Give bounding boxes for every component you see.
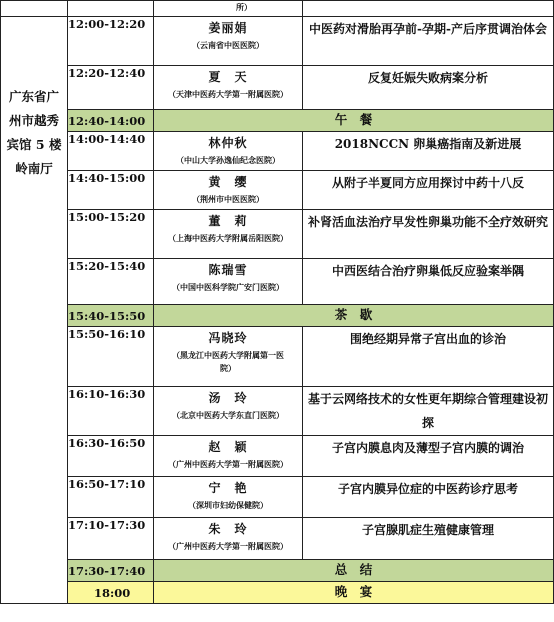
session-topic: 子宫内膜息肉及薄型子宫内膜的调治 — [303, 436, 554, 477]
speaker-name: 冯晓玲 — [208, 331, 248, 345]
break-time: 15:40-15:50 — [68, 305, 154, 327]
speaker-cell — [154, 387, 303, 436]
session-time: 15:00-15:20 — [68, 210, 154, 259]
speaker-cell — [154, 436, 303, 477]
venue-line: 岭南厅 — [15, 161, 53, 176]
speaker-name: 夏 天 — [208, 70, 248, 84]
break-row-summary — [1, 560, 554, 582]
session-topic: 2018NCCN 卵巢癌指南及新进展 — [303, 132, 554, 171]
venue-line: 宾馆 5 楼 — [6, 137, 62, 152]
break-row-lunch — [1, 110, 554, 132]
break-label: 晚 宴 — [154, 582, 554, 604]
session-time: 16:50-17:10 — [68, 477, 154, 518]
speaker-name: 黄 缨 — [208, 175, 248, 189]
speaker-name: 姜丽娟 — [208, 21, 248, 35]
break-time: 17:30-17:40 — [68, 560, 154, 582]
session-time: 17:10-17:30 — [68, 518, 154, 560]
session-topic: 反复妊娠失败病案分析 — [303, 66, 554, 110]
session-time: 15:50-16:10 — [68, 327, 154, 387]
session-time: 14:40-15:00 — [68, 171, 154, 210]
session-topic: 子宫内膜异位症的中医药诊疗思考 — [303, 477, 554, 518]
session-row — [1, 436, 554, 477]
speaker-cell — [154, 171, 303, 210]
session-row — [1, 327, 554, 387]
speaker-institution: （黑龙江中医药大学附属第一医院） — [172, 350, 284, 373]
session-time: 14:00-14:40 — [68, 132, 154, 171]
venue-cell-top — [1, 1, 68, 17]
speaker-institution: （深圳市妇幼保健院） — [188, 500, 268, 510]
session-row — [1, 387, 554, 436]
session-row — [1, 477, 554, 518]
speaker-name: 宁 艳 — [208, 481, 248, 495]
break-label: 总 结 — [154, 560, 554, 582]
session-row — [1, 171, 554, 210]
session-time: 12:20-12:40 — [68, 66, 154, 110]
session-row — [1, 66, 554, 110]
session-topic: 中医药对滑胎再孕前-孕期-产后序贯调治体会 — [303, 17, 554, 66]
session-topic: 子宫腺肌症生殖健康管理 — [303, 518, 554, 560]
session-row — [1, 210, 554, 259]
session-topic: 中西医结合治疗卵巢低反应验案举隅 — [303, 259, 554, 305]
speaker-cell — [154, 477, 303, 518]
venue-line: 州市越秀 — [8, 113, 59, 128]
session-topic: 从附子半夏同方应用探讨中药十八反 — [303, 171, 554, 210]
speaker-cell — [154, 17, 303, 66]
break-label: 茶 歇 — [154, 305, 554, 327]
speaker-institution: （中国中医科学院广安门医院） — [172, 282, 284, 292]
speaker-cell — [154, 66, 303, 110]
speaker-institution: （北京中医药大学东直门医院） — [172, 410, 284, 420]
speaker-name: 赵 颖 — [208, 440, 248, 454]
session-row — [1, 518, 554, 560]
session-row — [1, 132, 554, 171]
speaker-institution: （广州中医药大学第一附属医院） — [168, 541, 288, 551]
break-time: 12:40-14:00 — [68, 110, 154, 132]
break-label: 午 餐 — [154, 110, 554, 132]
speaker-name: 朱 玲 — [208, 522, 248, 536]
session-time: 15:20-15:40 — [68, 259, 154, 305]
speaker-cell — [154, 210, 303, 259]
session-time: 16:10-16:30 — [68, 387, 154, 436]
speaker-name: 陈瑞雪 — [208, 263, 248, 277]
break-row-tea — [1, 305, 554, 327]
speaker-cell — [154, 327, 303, 387]
venue-line: 广东省广 — [8, 89, 59, 104]
session-row — [1, 259, 554, 305]
speaker-name: 汤 玲 — [208, 391, 248, 405]
session-time: 16:30-16:50 — [68, 436, 154, 477]
session-row — [1, 17, 554, 66]
speaker-cell — [154, 132, 303, 171]
speaker-cell — [154, 518, 303, 560]
session-topic: 补肾活血法治疗早发性卵巢功能不全疗效研究 — [303, 210, 554, 259]
session-topic: 基于云网络技术的女性更年期综合管理建设初探 — [303, 387, 554, 436]
speaker-name: 林仲秋 — [208, 136, 248, 150]
speaker-institution: （上海中医药大学附属岳阳医院） — [168, 233, 288, 243]
venue-cell — [1, 17, 68, 604]
speaker-institution: （广州中医药大学第一附属医院） — [168, 459, 288, 469]
session-time: 12:00-12:20 — [68, 17, 154, 66]
session-topic: 围绝经期异常子宫出血的诊治 — [303, 327, 554, 387]
speaker-institution: （天津中医药大学第一附属医院） — [168, 89, 288, 99]
speaker-institution: （荆州市中医医院） — [192, 194, 264, 204]
continued-row — [1, 1, 554, 17]
break-row-dinner — [1, 582, 554, 604]
speaker-cell — [154, 259, 303, 305]
speaker-name: 董 莉 — [208, 214, 248, 228]
break-time: 18:00 — [68, 582, 154, 604]
continued-institution-fragment: 所） — [154, 1, 303, 17]
speaker-institution: （云南省中医医院） — [192, 40, 264, 50]
speaker-institution: （中山大学孙逸仙纪念医院） — [176, 155, 280, 165]
